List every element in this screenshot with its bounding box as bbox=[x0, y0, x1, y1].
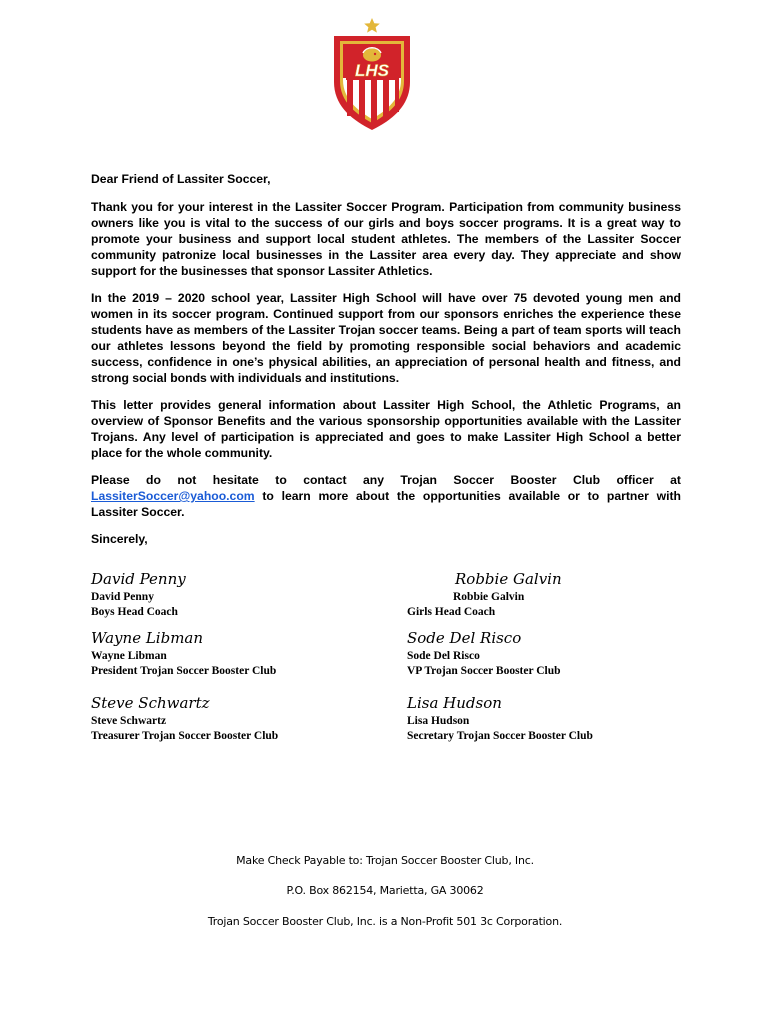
trojan-helmet-icon bbox=[363, 48, 381, 62]
footer-payable: Make Check Payable to: Trojan Soccer Booster Club, Inc. bbox=[236, 854, 534, 867]
handwritten-signature: Sode Del Risco bbox=[407, 629, 522, 647]
handwritten-signature: David Penny bbox=[91, 570, 186, 588]
logo-text: LHS bbox=[355, 61, 389, 80]
signature-president bbox=[91, 629, 276, 679]
signature-boys-coach bbox=[91, 570, 186, 620]
signer-title: VP Trojan Soccer Booster Club bbox=[407, 665, 561, 677]
signer-name: David Penny bbox=[91, 591, 154, 603]
email-link[interactable]: LassiterSoccer@yahoo.com bbox=[91, 489, 255, 503]
footer-address: P.O. Box 862154, Marietta, GA 30062 bbox=[286, 884, 484, 897]
paragraph-program: In the 2019 – 2020 school year, Lassiter High School will have over 75 devoted young men and women in its soccer program. Continued support from our sponsors enriches the experience these students have as members of the Lassiter Trojan soccer teams. Being a part of team sports will teach our athletes lessons beyond the field by promoting responsible social behaviors and academic success, confidence in one’s physical abilities, an appreciation of personal health and fitness, and strong social bonds with individuals and institutions. bbox=[91, 291, 681, 385]
signature-vp bbox=[407, 629, 561, 679]
footer-nonprofit: Trojan Soccer Booster Club, Inc. is a Non-Profit 501 3c Corporation. bbox=[207, 915, 563, 928]
salutation: Dear Friend of Lassiter Soccer, bbox=[91, 172, 271, 186]
signer-name: Robbie Galvin bbox=[453, 591, 525, 603]
signer-title: Secretary Trojan Soccer Booster Club bbox=[407, 730, 593, 742]
paragraph-intro: Thank you for your interest in the Lassiter Soccer Program. Participation from community business owners like you is vital to the success of our girls and boys soccer programs. It is a great way to promote your business and support local student athletes. The members of the Lassiter Soccer community patronize local businesses in the Lassiter area every day. They appreciate and show support for the businesses that sponsor Lassiter Athletics. bbox=[91, 200, 681, 278]
star-icon bbox=[364, 18, 380, 33]
closing: Sincerely, bbox=[91, 532, 148, 546]
paragraph-contact bbox=[91, 472, 681, 520]
signer-title: Boys Head Coach bbox=[91, 606, 178, 618]
signer-name: Wayne Libman bbox=[91, 650, 167, 662]
signer-name: Lisa Hudson bbox=[407, 715, 470, 727]
signer-title: Treasurer Trojan Soccer Booster Club bbox=[91, 730, 279, 742]
contact-text-after: to learn more about the opportunities available or to partner with Lassiter Soccer. bbox=[91, 489, 681, 519]
handwritten-signature: Lisa Hudson bbox=[407, 694, 502, 712]
signature-girls-coach bbox=[407, 570, 562, 620]
signer-title: Girls Head Coach bbox=[407, 606, 496, 618]
handwritten-signature: Wayne Libman bbox=[91, 629, 204, 647]
lhs-shield-logo bbox=[330, 16, 414, 132]
signature-secretary bbox=[407, 694, 593, 744]
signature-treasurer bbox=[91, 694, 278, 744]
signer-title: President Trojan Soccer Booster Club bbox=[91, 665, 277, 677]
contact-text-before: Please do not hesitate to contact any Trojan Soccer Booster Club officer at bbox=[91, 473, 681, 487]
handwritten-signature: Robbie Galvin bbox=[455, 570, 562, 588]
paragraph-overview: This letter provides general information about Lassiter High School, the Athletic Programs, an overview of Sponsor Benefits and the various sponsorship opportunities available with the Lassiter Trojans. Any level of participation is appreciated and goes to make Lassiter High School a better place for the whole community. bbox=[91, 398, 681, 460]
signer-name: Steve Schwartz bbox=[91, 715, 167, 727]
letter-body bbox=[91, 171, 681, 559]
handwritten-signature: Steve Schwartz bbox=[91, 694, 210, 712]
signer-name: Sode Del Risco bbox=[407, 650, 480, 662]
